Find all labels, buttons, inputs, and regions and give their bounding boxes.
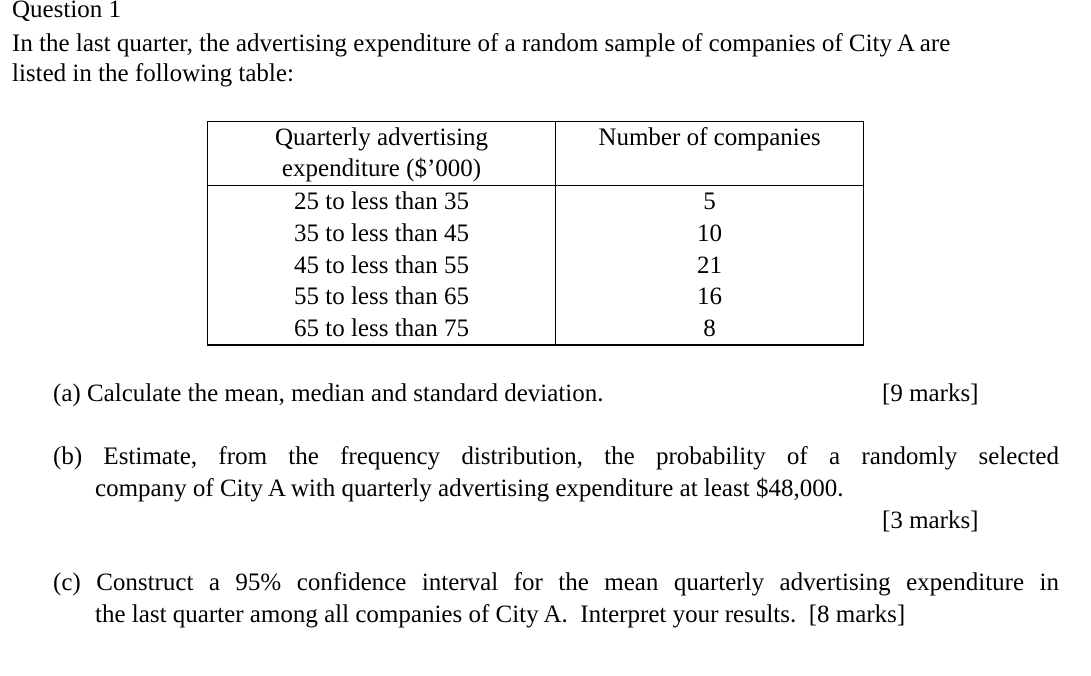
header-expenditure-line-2: expenditure ($’000) bbox=[281, 155, 482, 182]
frequency-table bbox=[207, 121, 864, 346]
header-number-of-companies: Number of companies bbox=[598, 124, 821, 151]
part-c-line-1: (c) Construct a 95% confidence interval for the mean quarterly advertising expenditure in bbox=[53, 569, 1059, 596]
intro-text-line-2: listed in the following table: bbox=[12, 60, 294, 87]
table-row-range: 35 to less than 45 bbox=[294, 220, 469, 247]
table-row-count: 5 bbox=[703, 188, 716, 215]
table-row-range: 45 to less than 55 bbox=[294, 252, 469, 279]
table-row-count: 10 bbox=[697, 220, 722, 247]
table-row-range: 55 to less than 65 bbox=[294, 283, 469, 310]
table-row-count: 8 bbox=[703, 315, 716, 342]
table-row-count: 16 bbox=[697, 283, 722, 310]
intro-text-line-1: In the last quarter, the advertising expenditure of a random sample of companies of City A are bbox=[12, 30, 951, 57]
part-b-marks: [3 marks] bbox=[882, 507, 979, 534]
table-row-range: 65 to less than 75 bbox=[294, 315, 469, 342]
header-expenditure bbox=[208, 122, 555, 184]
header-expenditure-line-1: Quarterly advertising bbox=[274, 124, 489, 151]
part-b-line-2: company of City A with quarterly advertising expenditure at least $48,000. bbox=[95, 475, 844, 502]
table-row-range: 25 to less than 35 bbox=[294, 188, 469, 215]
question-title: Question 1 bbox=[12, 0, 122, 23]
part-a-marks: [9 marks] bbox=[882, 380, 979, 407]
part-c-line-2: the last quarter among all companies of City A. Interpret your results. [8 marks] bbox=[95, 601, 906, 628]
part-b-line-1: (b) Estimate, from the frequency distribution, the probability of a randomly selected bbox=[53, 443, 1059, 470]
table-row-count: 21 bbox=[697, 252, 722, 279]
part-a-text: (a) Calculate the mean, median and standard deviation. bbox=[53, 380, 604, 407]
